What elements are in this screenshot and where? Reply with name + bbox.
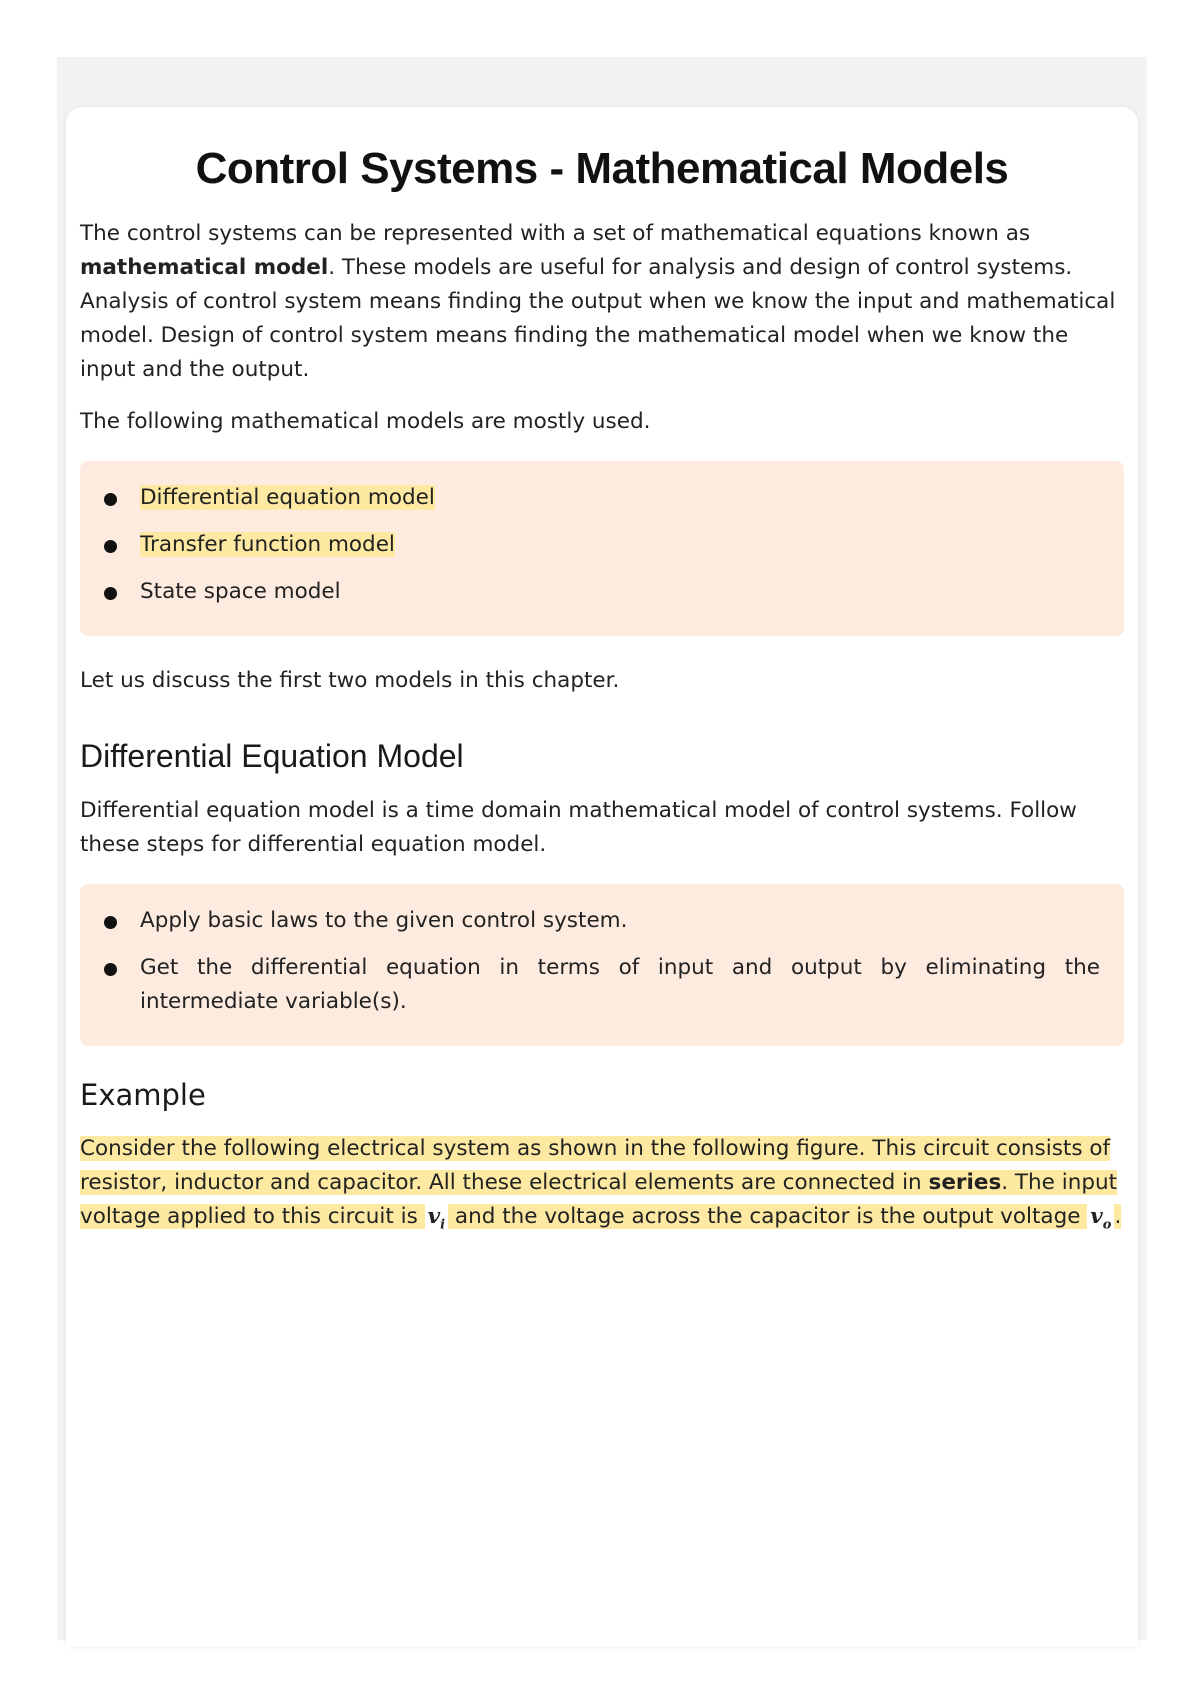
example-text-1: Consider the following electrical system as shown in the following figure. This circuit consists of resistor, inductor and capacitor. All these electrical elements are connected in xyxy=(80,1136,1111,1195)
input-voltage-symbol xyxy=(425,1204,448,1233)
input-voltage-var: v xyxy=(427,1204,441,1229)
section-paragraph: Differential equation model is a time domain mathematical model of control systems. Follow these steps for differential equation model. xyxy=(80,798,1077,857)
bullet-icon xyxy=(104,540,117,553)
output-voltage-sub: o xyxy=(1102,1217,1112,1233)
list-item xyxy=(104,575,1100,609)
steps-list xyxy=(104,904,1100,1019)
intro-paragraph xyxy=(80,217,1124,387)
list-item xyxy=(104,481,1100,515)
step-label: Get the differential equation in terms of input and output by eliminating the intermediate variable(s). xyxy=(140,955,1100,1014)
example-text-4: . xyxy=(1114,1204,1122,1229)
bullet-icon xyxy=(104,493,117,506)
output-voltage-symbol xyxy=(1087,1204,1114,1233)
bullet-icon xyxy=(104,916,117,929)
example-paragraph xyxy=(80,1132,1124,1242)
intro-bold-term: mathematical model xyxy=(80,255,329,280)
models-list xyxy=(104,481,1100,609)
output-voltage-var: v xyxy=(1090,1204,1103,1229)
discuss-paragraph: Let us discuss the first two models in this chapter. xyxy=(80,668,620,693)
model-label: Transfer function model xyxy=(140,532,395,557)
list-item xyxy=(104,528,1100,562)
model-label: Differential equation model xyxy=(140,485,435,510)
example-text-2: . The input voltage applied to this circuit is xyxy=(80,1170,1118,1229)
intro-text-start: The control systems can be represented with a set of mathematical equations known as xyxy=(80,221,1031,246)
step-label: Apply basic laws to the given control system. xyxy=(140,908,628,933)
input-voltage-sub: i xyxy=(440,1217,446,1233)
intro-text-end: . These models are useful for analysis and design of control systems. Analysis of control system means finding the output when we know the input and mathematical model. Design of control system means finding the mathematical model when we know the input and the output. xyxy=(80,255,1116,382)
bullet-icon xyxy=(104,963,117,976)
article-card xyxy=(66,107,1138,1647)
section-heading: Differential Equation Model xyxy=(80,738,464,774)
example-text-3: and the voltage across the capacitor is the output voltage xyxy=(448,1204,1088,1229)
page-title: Control Systems - Mathematical Models xyxy=(195,144,1009,193)
example-heading: Example xyxy=(80,1078,206,1112)
steps-callout xyxy=(80,884,1124,1046)
bullet-icon xyxy=(104,587,117,600)
models-callout xyxy=(80,461,1124,636)
model-label: State space model xyxy=(140,579,341,604)
models-intro: The following mathematical models are mostly used. xyxy=(80,409,651,434)
example-bold-term: series xyxy=(928,1170,1002,1195)
list-item xyxy=(104,904,1100,938)
list-item xyxy=(104,951,1100,1019)
